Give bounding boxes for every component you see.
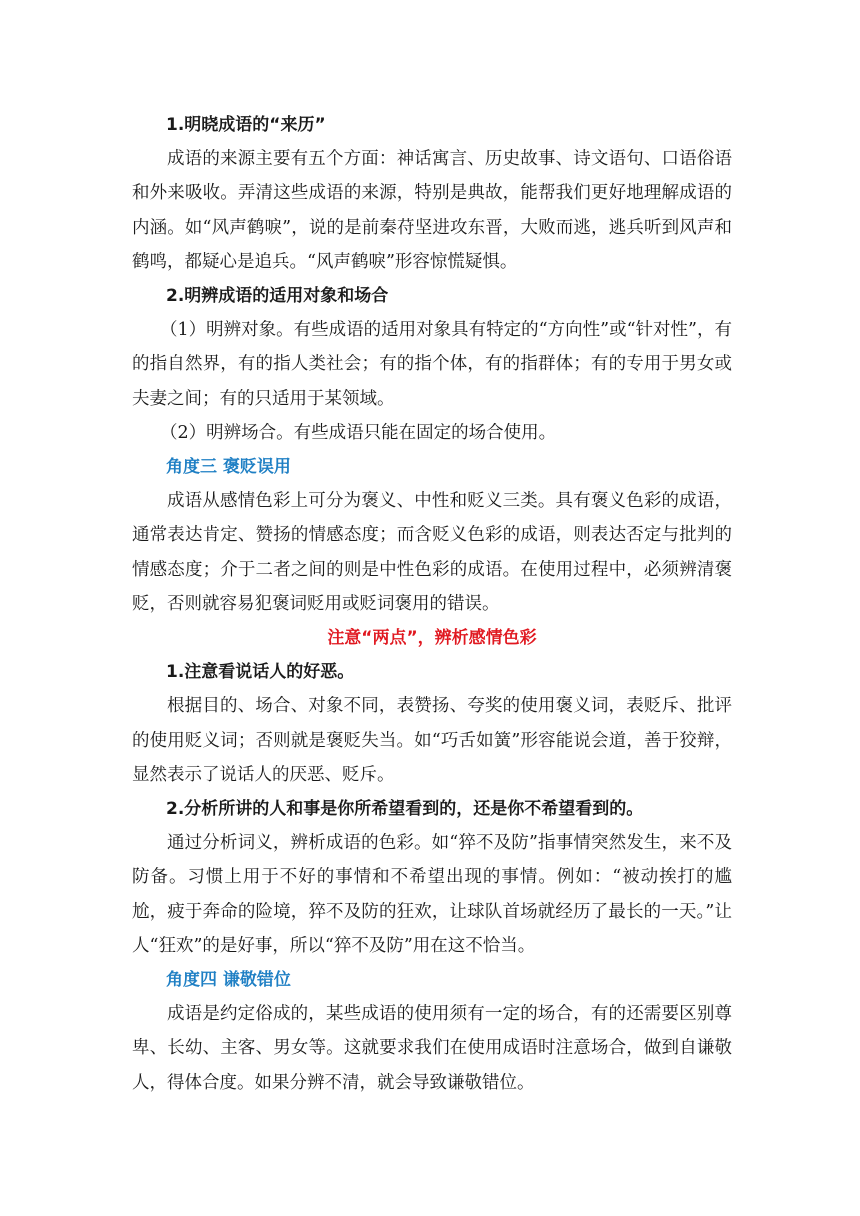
- paragraph-sentiment: 成语从感情色彩上可分为褒义、中性和贬义三类。具有褒义色彩的成语，通常表达肯定、赞扬的情感态度；而含贬义色彩的成语，则表达否定与批判的情感态度；介于二者之间的则是中性色彩的成语。在使用过程中，必须辨清褒贬，否则就容易犯褒词贬用或贬词褒用的错误。: [132, 491, 732, 614]
- paragraph-speaker-attitude: 根据目的、场合、对象不同，表赞扬、夸奖的使用褒义词，表贬斥、批评的使用贬义词；否则就是褒贬失当。如“巧舌如簧”形容能说会道，善于狡辩，显然表示了说话人的厌恶、贬斥。: [132, 696, 732, 785]
- paragraph-origin: 成语的来源主要有五个方面：神话寓言、历史故事、诗文语句、口语俗语和外来吸收。弄清这些成语的来源，特别是典故，能帮我们更好地理解成语的内涵。如“风声鹤唳”，说的是前秦苻坚进攻东晋，大败而逃，逃兵听到风声和鹤鸣，都疑心是追兵。“风声鹤唳”形容惊慌疑惧。: [132, 149, 732, 272]
- document-body: [132, 108, 732, 1100]
- heading-speaker-attitude: 1.注意看说话人的好恶。: [166, 662, 355, 683]
- heading-expectation: 2.分析所讲的人和事是你所希望看到的，还是你不希望看到的。: [166, 799, 644, 820]
- paragraph-expectation: 通过分析词义，辨析成语的色彩。如“猝不及防”指事情突然发生，来不及防备。习惯上用于不好的事情和不希望出现的事情。例如：“被动挨打的尴尬，疲于奔命的险境，猝不及防的狂欢，让球队首场就经历了最长的一天。”让人“狂欢”的是好事，所以“猝不及防”用在这不恰当。: [132, 833, 732, 956]
- paragraph-modesty: 成语是约定俗成的，某些成语的使用须有一定的场合，有的还需要区别尊卑、长幼、主客、男女等。这就要求我们在使用成语时注意场合，做到自谦敬人，得体合度。如果分辨不清，就会导致谦敬错位。: [132, 1004, 732, 1093]
- paragraph-occasion: （2）明辨场合。有些成语只能在固定的场合使用。: [160, 422, 557, 443]
- paragraph-object: （1）明辨对象。有些成语的适用对象具有特定的“方向性”或“针对性”，有的指自然界，有的指人类社会；有的指个体，有的指群体；有的专用于男女或夫妻之间；有的只适用于某领域。: [132, 320, 732, 409]
- angle-four-heading: 角度四 谦敬错位: [166, 970, 291, 991]
- red-center-title: 注意“两点”，辨析感情色彩: [327, 628, 537, 649]
- heading-object-occasion: 2.明辨成语的适用对象和场合: [166, 286, 389, 307]
- angle-three-heading: 角度三 褒贬误用: [166, 457, 291, 478]
- heading-origin: 1.明晓成语的“来历”: [166, 115, 326, 135]
